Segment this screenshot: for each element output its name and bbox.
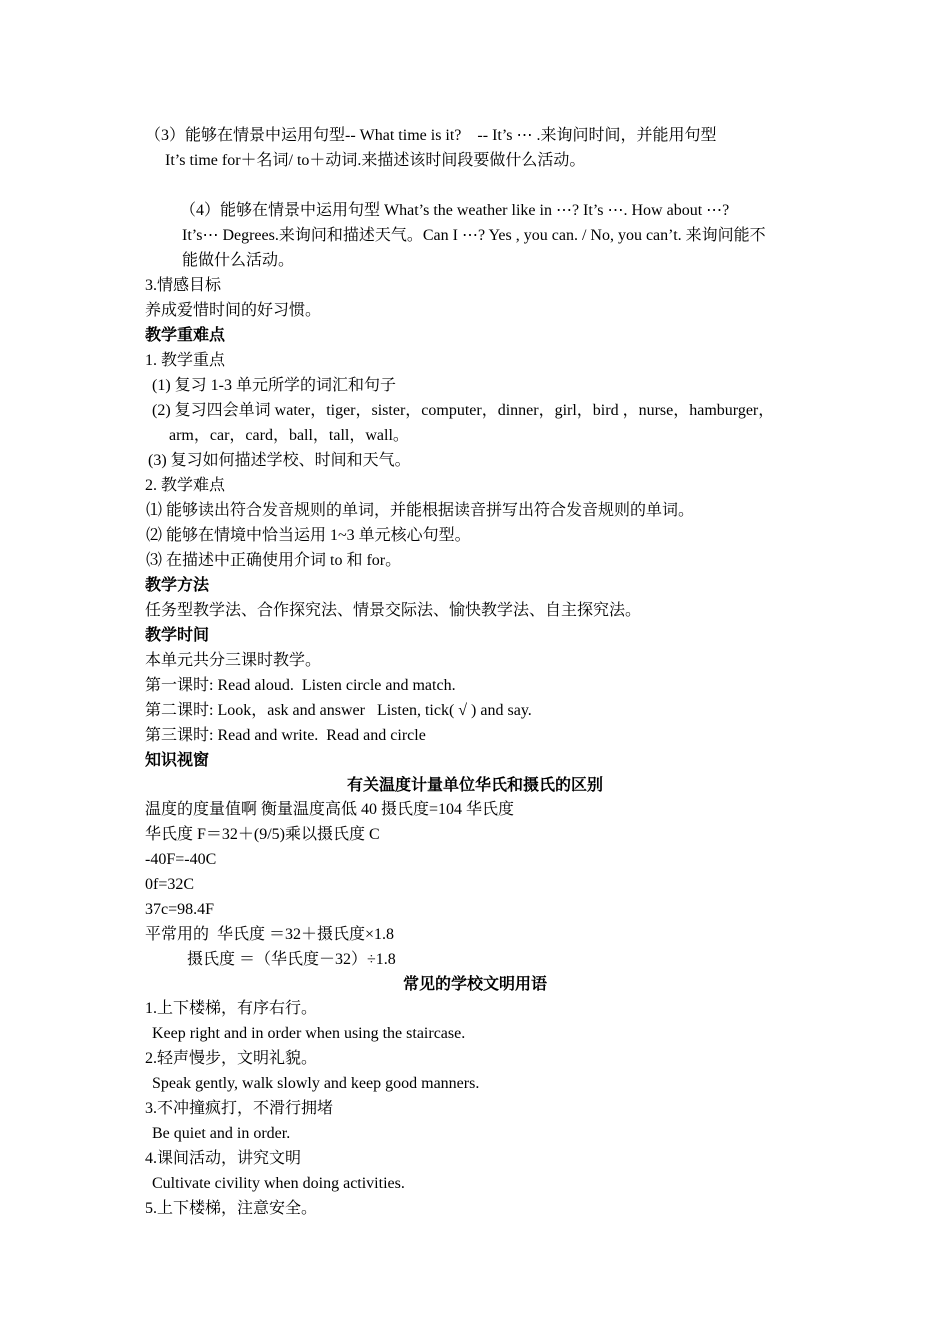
teaching-method-text: 任务型教学法、合作探究法、情景交际法、愉快教学法、自主探究法。 — [145, 602, 642, 619]
school-phrases-title: 常见的学校文明用语 — [402, 976, 547, 993]
objective-3-line-1: （3）能够在情景中运用句型-- What time is it? -- It’s ⋯ .来询问时间，并能用句型 — [145, 127, 717, 144]
temperature-section-title: 有关温度计量单位华氏和摄氏的区别 — [346, 777, 603, 794]
phrase-3-cn: 3.不冲撞疯打，不滑行拥堵 — [145, 1100, 334, 1117]
temperature-example-2: 0f=32C — [145, 876, 195, 893]
teaching-method-heading: 教学方法 — [145, 577, 210, 594]
lesson-2: 第二课时: Look，ask and answer Listen, tick( √ ) and say. — [145, 702, 532, 719]
key-points-heading: 1. 教学重点 — [145, 352, 226, 369]
temperature-example-3: 37c=98.4F — [145, 901, 215, 918]
temperature-formula: 华氏度 F＝32＋(9/5)乘以摄氏度 C — [145, 826, 380, 843]
key-point-1: (1) 复习 1-3 单元所学的词汇和句子 — [152, 377, 396, 394]
phrase-4-cn: 4.课间活动，讲究文明 — [145, 1150, 302, 1167]
phrase-1-en: Keep right and in order when using the staircase. — [152, 1025, 466, 1042]
objective-4-line-2: It’s⋯ Degrees.来询问和描述天气。Can I ⋯? Yes , you can. / No, you can’t. 来询问能不 — [182, 227, 766, 244]
knowledge-window-heading: 知识视窗 — [145, 752, 210, 769]
difficult-points-heading: 2. 教学难点 — [145, 477, 226, 494]
phrase-5-cn: 5.上下楼梯，注意安全。 — [145, 1200, 318, 1217]
difficult-point-1: ⑴ 能够读出符合发音规则的单词，并能根据读音拼写出符合发音规则的单词。 — [146, 502, 695, 519]
key-difficult-heading: 教学重难点 — [145, 327, 226, 344]
key-point-3: (3) 复习如何描述学校、时间和天气。 — [148, 452, 411, 469]
difficult-point-3: ⑶ 在描述中正确使用介词 to 和 for。 — [146, 552, 402, 569]
teaching-time-text: 本单元共分三课时教学。 — [145, 652, 322, 669]
objective-4-line-1: （4）能够在情景中运用句型 What’s the weather like in ⋯? It’s ⋯. How about ⋯? — [180, 202, 730, 219]
phrase-2-en: Speak gently, walk slowly and keep good manners. — [152, 1075, 480, 1092]
temperature-line-1: 温度的度量值啊 衡量温度高低 40 摄氏度=104 华氏度 — [145, 801, 515, 818]
lesson-1: 第一课时: Read aloud. Listen circle and match. — [145, 677, 456, 694]
difficult-point-2: ⑵ 能够在情境中恰当运用 1~3 单元核心句型。 — [146, 527, 471, 544]
lesson-3: 第三课时: Read and write. Read and circle — [145, 727, 426, 744]
phrase-4-en: Cultivate civility when doing activities. — [152, 1175, 405, 1192]
emotion-goal-text: 养成爱惜时间的好习惯。 — [145, 302, 322, 319]
teaching-time-heading: 教学时间 — [145, 627, 210, 644]
fahrenheit-formula: 平常用的 华氏度 ＝32＋摄氏度×1.8 — [145, 926, 395, 943]
emotion-goal-heading: 3.情感目标 — [145, 277, 222, 294]
key-point-2-continued: arm，car，card，ball，tall，wall。 — [169, 427, 409, 444]
phrase-1-cn: 1.上下楼梯，有序右行。 — [145, 1000, 318, 1017]
celsius-formula: 摄氏度 ＝（华氏度－32）÷1.8 — [187, 951, 396, 968]
temperature-example-1: -40F=-40C — [145, 851, 217, 868]
phrase-3-en: Be quiet and in order. — [152, 1125, 291, 1142]
objective-3-line-2: It’s time for＋名词/ to＋动词.来描述该时间段要做什么活动。 — [165, 152, 586, 169]
objective-4-line-3: 能做什么活动。 — [182, 252, 295, 269]
key-point-2: (2) 复习四会单词 water，tiger，sister，computer，dinner，girl，bird ，nurse，hamburger， — [152, 402, 775, 419]
phrase-2-cn: 2.轻声慢步，文明礼貌。 — [145, 1050, 318, 1067]
